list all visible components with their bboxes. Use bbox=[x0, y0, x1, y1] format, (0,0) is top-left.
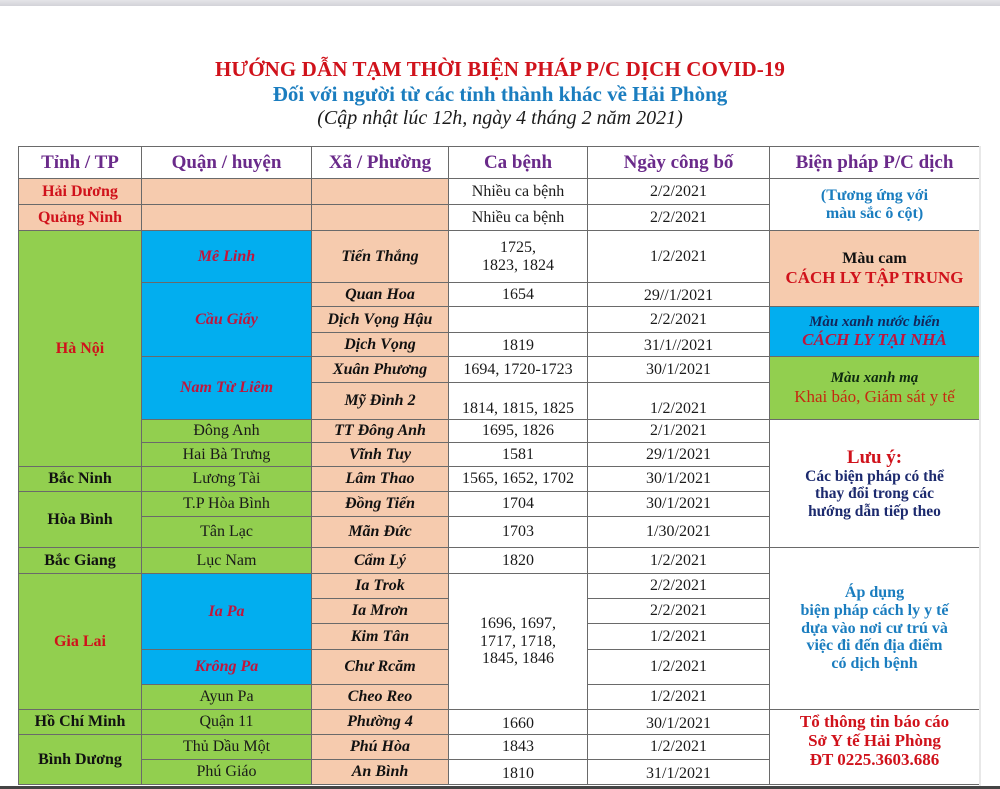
measure-label: Màu xanh nước biển bbox=[809, 313, 940, 330]
page-subtitle: Đối với người từ các tỉnh thành khác về Hải Phòng bbox=[272, 82, 728, 106]
table-row bbox=[19, 710, 980, 735]
province-cell: Bình Dương bbox=[19, 735, 142, 785]
note-line: thay đổi trong các bbox=[815, 485, 934, 503]
cases-cell: 1703 bbox=[449, 517, 588, 548]
contact-line: ĐT 0225.3603.686 bbox=[809, 750, 940, 770]
table-row bbox=[19, 357, 980, 383]
province-cell: Hải Dương bbox=[19, 179, 142, 205]
date-cell: 1/2/2021 bbox=[588, 624, 770, 650]
date-cell: 1/2/2021 bbox=[588, 650, 770, 685]
date-cell: 1/2/2021 bbox=[588, 231, 770, 283]
ward-cell: An Bình bbox=[312, 760, 449, 785]
date-cell: 2/2/2021 bbox=[588, 574, 770, 599]
district-cell bbox=[142, 179, 312, 205]
district-cell: Ia Pa bbox=[142, 574, 312, 650]
col-header-cases: Ca bệnh bbox=[449, 147, 588, 179]
measure-legend-note bbox=[770, 179, 980, 231]
district-cell: Quận 11 bbox=[142, 710, 312, 735]
date-cell: 2/2/2021 bbox=[588, 179, 770, 205]
ward-cell: Chư Rcăm bbox=[312, 650, 449, 685]
cases-cell: 1704 bbox=[449, 492, 588, 517]
cases-cell: Nhiều ca bệnh bbox=[449, 179, 588, 205]
col-header-date: Ngày công bố bbox=[588, 147, 770, 179]
date-cell: 1/2/2021 bbox=[588, 735, 770, 760]
col-header-measures: Biện pháp P/C dịch bbox=[770, 147, 980, 179]
district-cell: T.P Hòa Bình bbox=[142, 492, 312, 517]
date-cell: 30/1/2021 bbox=[588, 710, 770, 735]
ward-cell: Ia Trok bbox=[312, 574, 449, 599]
date-cell: 2/1/2021 bbox=[588, 420, 770, 443]
measure-green bbox=[770, 357, 980, 420]
date-cell: 29/1/2021 bbox=[588, 443, 770, 467]
page-edge bbox=[979, 146, 981, 787]
cases-cell: 1565, 1652, 1702 bbox=[449, 467, 588, 492]
province-cell: Bắc Giang bbox=[19, 548, 142, 574]
cases-line: 1696, 1697, bbox=[480, 614, 556, 632]
col-header-district: Quận / huyện bbox=[142, 147, 312, 179]
date-cell: 30/1/2021 bbox=[588, 492, 770, 517]
date-cell: 30/1/2021 bbox=[588, 467, 770, 492]
ward-cell: Phường 4 bbox=[312, 710, 449, 735]
apply-line: Áp dụng bbox=[844, 583, 905, 601]
ward-cell: Tiến Thắng bbox=[312, 231, 449, 283]
province-cell: Gia Lai bbox=[19, 574, 142, 710]
ward-cell: Kim Tân bbox=[312, 624, 449, 650]
cases-cell bbox=[449, 307, 588, 333]
ward-cell: Cheo Reo bbox=[312, 685, 449, 710]
ward-cell: Dịch Vọng Hậu bbox=[312, 307, 449, 333]
district-cell: Lương Tài bbox=[142, 467, 312, 492]
ward-cell: Vĩnh Tuy bbox=[312, 443, 449, 467]
covid-measures-table bbox=[18, 146, 980, 785]
col-header-province: Tỉnh / TP bbox=[19, 147, 142, 179]
province-cell: Bắc Ninh bbox=[19, 467, 142, 492]
ward-cell: Phú Hòa bbox=[312, 735, 449, 760]
district-cell: Mê Linh bbox=[142, 231, 312, 283]
province-cell: Quảng Ninh bbox=[19, 205, 142, 231]
ward-cell: Xuân Phương bbox=[312, 357, 449, 383]
ward-cell bbox=[312, 179, 449, 205]
district-cell: Lục Nam bbox=[142, 548, 312, 574]
ward-cell: Dịch Vọng bbox=[312, 333, 449, 357]
cases-cell: 1819 bbox=[449, 333, 588, 357]
date-cell: 1/2/2021 bbox=[588, 685, 770, 710]
ward-cell: TT Đông Anh bbox=[312, 420, 449, 443]
ward-cell: Lâm Thao bbox=[312, 467, 449, 492]
apply-line: biện pháp cách ly y tế bbox=[800, 601, 949, 619]
date-cell: 1/2/2021 bbox=[588, 548, 770, 574]
update-note: (Cập nhật lúc 12h, ngày 4 tháng 2 năm 2021) bbox=[317, 107, 683, 129]
table-row bbox=[19, 420, 980, 443]
district-cell: Nam Từ Liêm bbox=[142, 357, 312, 420]
province-cell: Hà Nội bbox=[19, 231, 142, 467]
contact-line: Sở Y tế Hải Phòng bbox=[808, 731, 941, 751]
measure-blue bbox=[770, 307, 980, 357]
district-cell: Ayun Pa bbox=[142, 685, 312, 710]
apply-line: dựa vào nơi cư trú và bbox=[801, 619, 948, 637]
measure-action: Khai báo, Giám sát y tế bbox=[794, 386, 955, 406]
district-cell: Tân Lạc bbox=[142, 517, 312, 548]
contact-line: Tổ thông tin báo cáo bbox=[799, 712, 950, 731]
date-cell: 2/2/2021 bbox=[588, 307, 770, 333]
date-cell: 1/2/2021 bbox=[588, 383, 770, 420]
date-cell: 29//1/2021 bbox=[588, 283, 770, 307]
date-cell: 30/1/2021 bbox=[588, 357, 770, 383]
district-cell: Đông Anh bbox=[142, 420, 312, 443]
cases-cell bbox=[449, 231, 588, 283]
cases-cell: 1694, 1720-1723 bbox=[449, 357, 588, 383]
measure-action: CÁCH LY TẠI NHÀ bbox=[802, 330, 947, 350]
table-row bbox=[19, 179, 980, 205]
province-cell: Hòa Bình bbox=[19, 492, 142, 548]
window-top-bar bbox=[0, 0, 1000, 6]
ward-cell: Quan Hoa bbox=[312, 283, 449, 307]
measure-action: CÁCH LY TẬP TRUNG bbox=[785, 267, 964, 287]
district-cell: Phú Giáo bbox=[142, 760, 312, 785]
province-cell: Hồ Chí Minh bbox=[19, 710, 142, 735]
date-cell: 1/30/2021 bbox=[588, 517, 770, 548]
district-cell: Cầu Giấy bbox=[142, 283, 312, 357]
ward-cell: Cẩm Lý bbox=[312, 548, 449, 574]
date-cell: 31/1/2021 bbox=[588, 760, 770, 785]
ward-cell: Ia Mrơn bbox=[312, 599, 449, 624]
note-line: hướng dẫn tiếp theo bbox=[808, 502, 941, 520]
cases-line: 1845, 1846 bbox=[482, 650, 554, 668]
date-cell: 31/1//2021 bbox=[588, 333, 770, 357]
cases-cell bbox=[449, 574, 588, 710]
district-cell: Thủ Dầu Một bbox=[142, 735, 312, 760]
apply-line: việc đi đến địa điểm bbox=[806, 637, 943, 655]
page-title: HƯỚNG DẪN TẠM THỜI BIỆN PHÁP P/C DỊCH COVID-19 bbox=[214, 57, 786, 81]
ward-cell: Đồng Tiến bbox=[312, 492, 449, 517]
date-cell: 2/2/2021 bbox=[588, 205, 770, 231]
table-header-row bbox=[19, 147, 980, 179]
table-row bbox=[19, 231, 980, 283]
col-header-ward: Xã / Phường bbox=[312, 147, 449, 179]
cases-cell: Nhiều ca bệnh bbox=[449, 205, 588, 231]
table-row bbox=[19, 548, 980, 574]
cases-cell: 1843 bbox=[449, 735, 588, 760]
legend-note-line: (Tương ứng với bbox=[820, 186, 929, 204]
ward-cell: Mỹ Đình 2 bbox=[312, 383, 449, 420]
date-cell: 2/2/2021 bbox=[588, 599, 770, 624]
cases-cell: 1814, 1815, 1825 bbox=[449, 383, 588, 420]
cases-cell: 1820 bbox=[449, 548, 588, 574]
cases-line: 1823, 1824 bbox=[482, 256, 554, 274]
measure-label: Màu cam bbox=[842, 250, 907, 268]
apply-line: có dịch bệnh bbox=[831, 655, 918, 673]
legend-note-line: màu sắc ô cột) bbox=[825, 204, 924, 222]
note-line: Các biện pháp có thể bbox=[805, 468, 944, 486]
measure-orange bbox=[770, 231, 980, 307]
cases-cell: 1581 bbox=[449, 443, 588, 467]
district-cell: Krông Pa bbox=[142, 650, 312, 685]
measure-apply bbox=[770, 548, 980, 710]
measure-label: Màu xanh mạ bbox=[830, 370, 919, 387]
measure-note bbox=[770, 420, 980, 548]
cases-cell: 1810 bbox=[449, 760, 588, 785]
cases-cell: 1660 bbox=[449, 710, 588, 735]
ward-cell: Mãn Đức bbox=[312, 517, 449, 548]
cases-line: 1725, bbox=[500, 238, 536, 256]
cases-cell: 1654 bbox=[449, 283, 588, 307]
measure-contact bbox=[770, 710, 980, 785]
district-cell bbox=[142, 205, 312, 231]
district-cell: Hai Bà Trưng bbox=[142, 443, 312, 467]
note-title: Lưu ý: bbox=[846, 446, 903, 468]
cases-cell: 1695, 1826 bbox=[449, 420, 588, 443]
cases-line: 1717, 1718, bbox=[480, 632, 556, 650]
ward-cell bbox=[312, 205, 449, 231]
